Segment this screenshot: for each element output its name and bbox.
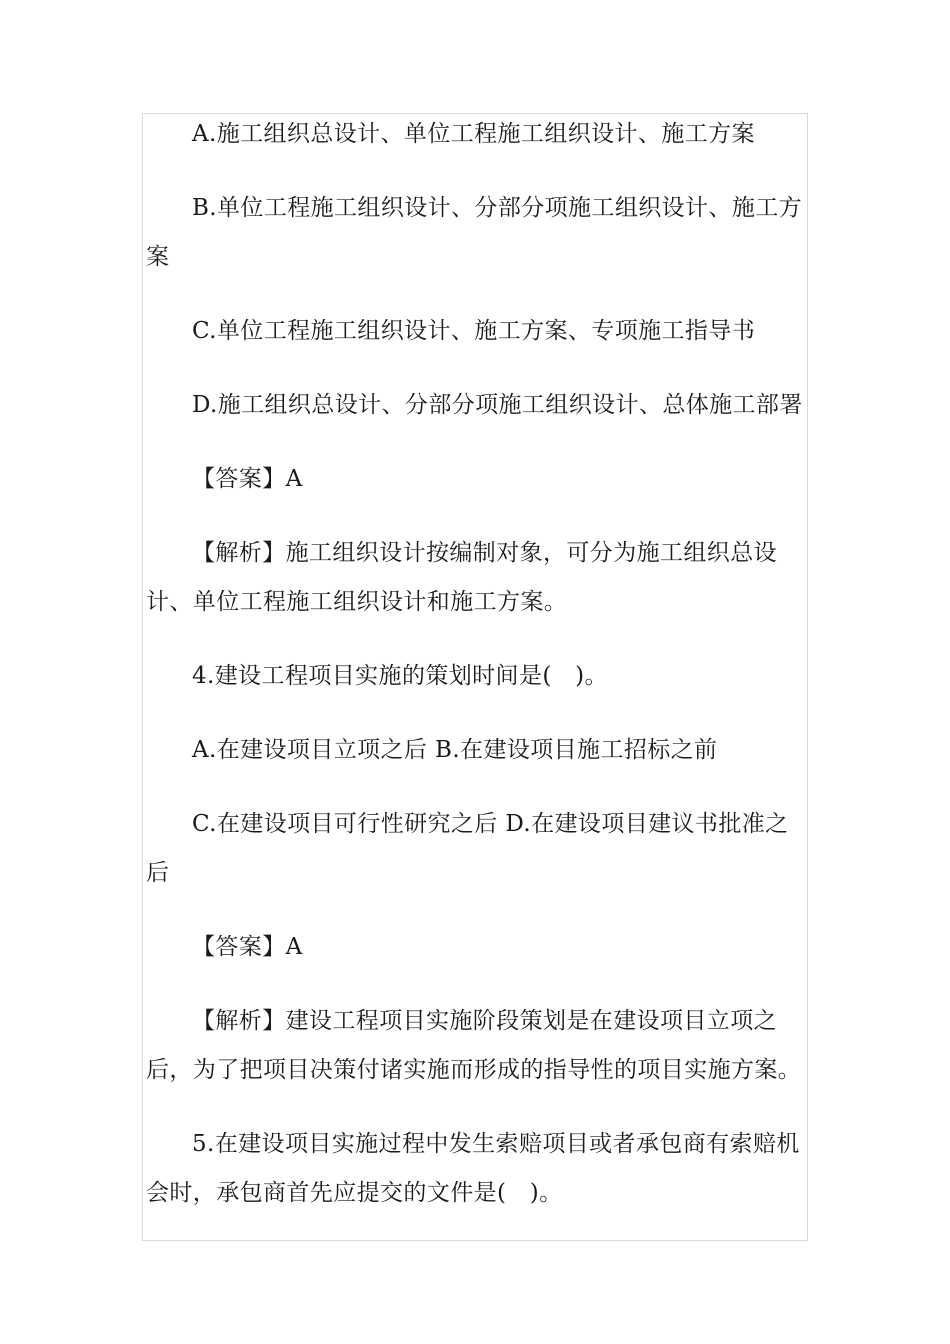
question-4: 4.建设工程项目实施的策划时间是( )。: [192, 663, 608, 689]
options-ab-q4: A.在建设项目立项之后 B.在建设项目施工招标之前: [192, 737, 718, 763]
option-b-q3: B.单位工程施工组织设计、分部分项施工组织设计、施工方案: [146, 195, 803, 270]
option-c-q3: C.单位工程施工组织设计、施工方案、专项施工指导书: [192, 318, 756, 344]
option-d-q3: D.施工组织总设计、分部分项施工组织设计、总体施工部署: [192, 392, 803, 418]
document-body: [146, 110, 806, 1243]
analysis-q4: 【解析】建设工程项目实施阶段策划是在建设项目立项之后，为了把项目决策付诸实施而形成的指导性的项目实施方案。: [146, 1008, 802, 1083]
answer-q4: 【答案】A: [192, 934, 303, 960]
answer-q3: 【答案】A: [192, 466, 303, 492]
options-cd-q4: C.在建设项目可行性研究之后 D.在建设项目建议书批准之后: [146, 811, 789, 886]
option-a-q3: A.施工组织总设计、单位工程施工组织设计、施工方案: [192, 121, 755, 147]
question-5: 5.在建设项目实施过程中发生索赔项目或者承包商有索赔机会时，承包商首先应提交的文件是( )。: [146, 1131, 800, 1206]
analysis-q3: 【解析】施工组织设计按编制对象，可分为施工组织总设计、单位工程施工组织设计和施工方案。: [146, 540, 777, 615]
